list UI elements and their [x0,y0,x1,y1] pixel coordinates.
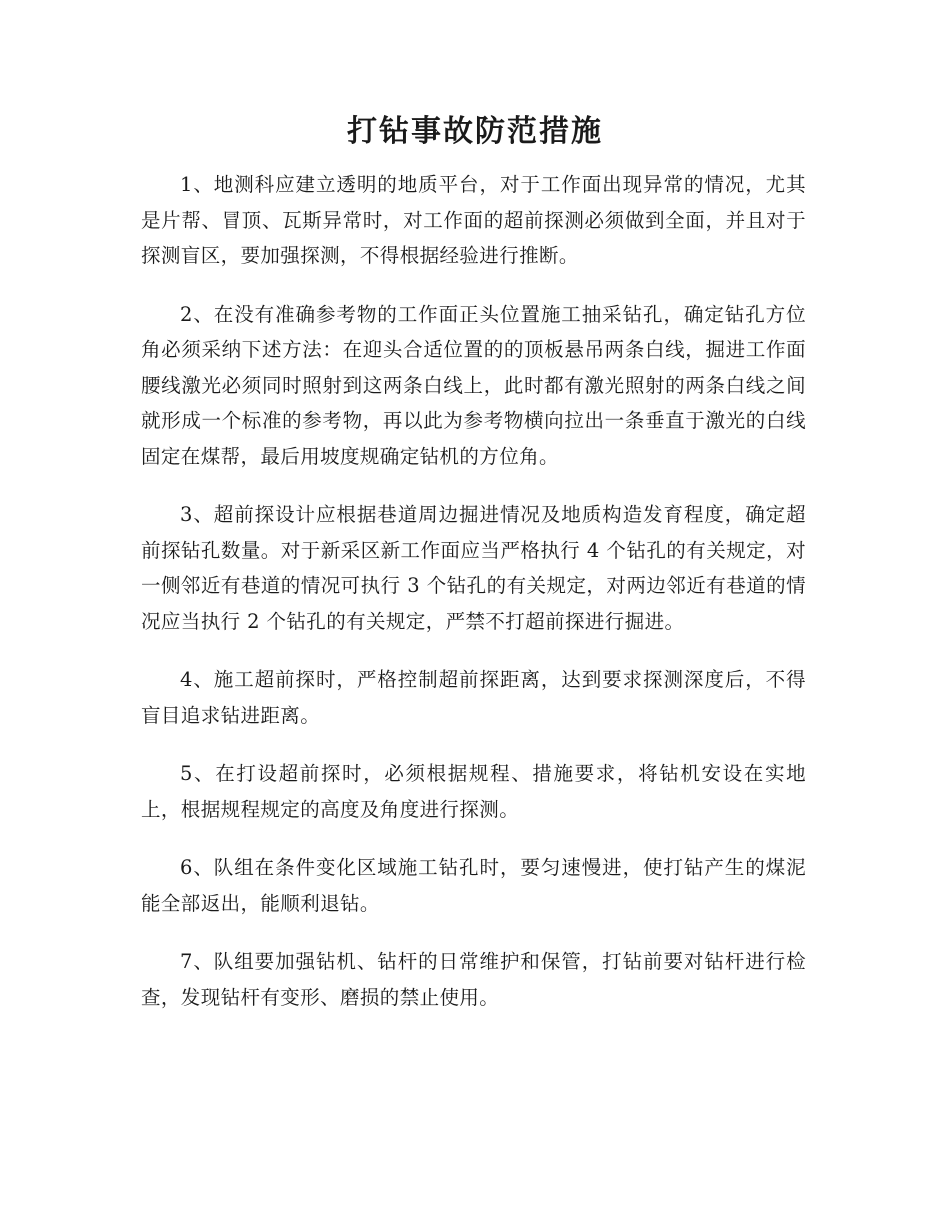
paragraph-3: 3、超前探设计应根据巷道周边掘进情况及地质构造发育程度，确定超前探钻孔数量。对于新采区新工作面应当严格执行 4 个钻孔的有关规定，对一侧邻近有巷道的情况可执行 3 个钻孔的有关规定，对两边邻近有巷道的情况应当执行 2 个钻孔的有关规定，严禁不打超前探进行掘进。 [141,503,806,633]
document-body [141,167,806,1038]
paragraph-5: 5、在打设超前探时，必须根据规程、措施要求，将钻机安设在实地上，根据规程规定的高度及角度进行探测。 [141,762,806,821]
paragraph-4: 4、施工超前探时，严格控制超前探距离，达到要求探测深度后，不得盲目追求钻进距离。 [141,668,806,727]
paragraph-1: 1、地测科应建立透明的地质平台，对于工作面出现异常的情况，尤其是片帮、冒顶、瓦斯异常时，对工作面的超前探测必须做到全面，并且对于探测盲区，要加强探测，不得根据经验进行推断。 [141,173,806,267]
paragraph-6: 6、队组在条件变化区域施工钻孔时，要匀速慢进，使打钻产生的煤泥能全部返出，能顺利退钻。 [141,856,806,915]
document-title: 打钻事故防范措施 [347,114,603,149]
paragraph-7: 7、队组要加强钻机、钻杆的日常维护和保管，打钻前要对钻杆进行检查，发现钻杆有变形、磨损的禁止使用。 [141,950,806,1009]
paragraph-2: 2、在没有准确参考物的工作面正头位置施工抽采钻孔，确定钻孔方位角必须采纳下述方法：在迎头合适位置的的顶板悬吊两条白线，掘进工作面腰线激光必须同时照射到这两条白线上，此时都有激光照射的两条白线之间就形成一个标准的参考物，再以此为参考物横向拉出一条垂直于激光的白线固定在煤帮，最后用坡度规确定钻机的方位角。 [141,302,806,468]
